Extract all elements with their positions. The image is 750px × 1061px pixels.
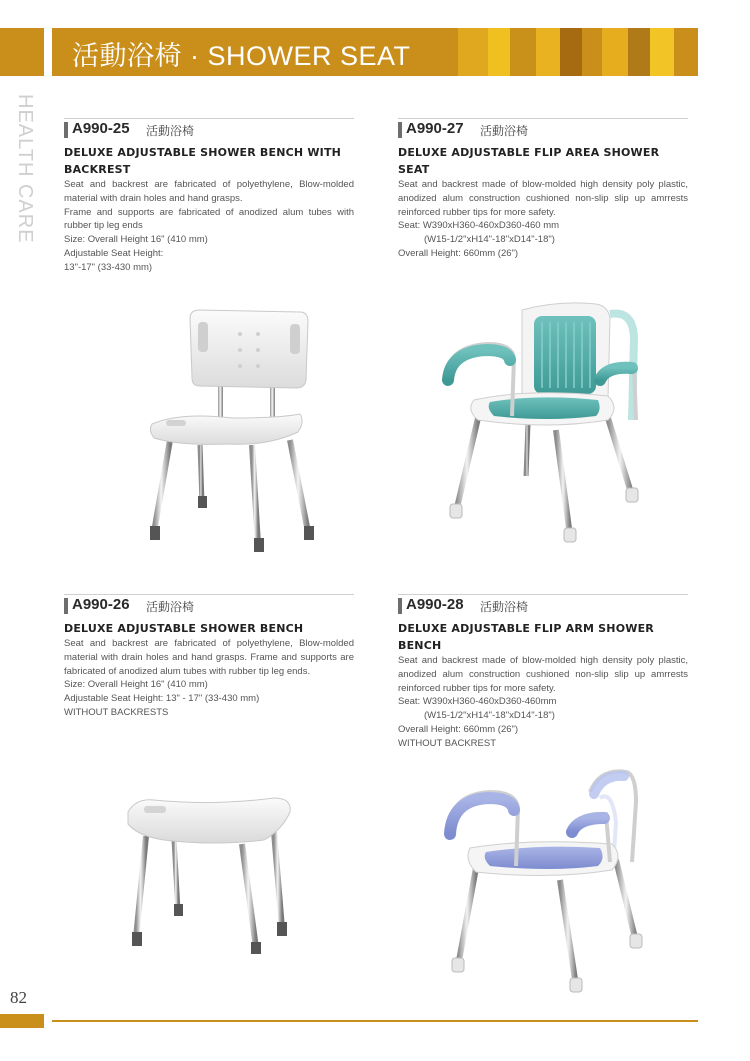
section-marker <box>64 122 68 138</box>
footer-line <box>52 1020 698 1022</box>
product-code: A990-26 <box>72 596 130 613</box>
side-label <box>12 94 38 264</box>
flip-arm-seat-teal-icon <box>438 300 660 548</box>
product-a990-26 <box>64 594 354 720</box>
product-code: A990-25 <box>72 120 130 137</box>
product-cn-name: 活動浴椅 <box>146 124 195 138</box>
desc-line: Overall Height: 660mm (26") <box>398 247 519 259</box>
desc-line: Adjustable Seat Height: <box>64 247 164 259</box>
stripe <box>536 28 560 76</box>
product-description <box>398 654 688 751</box>
section-marker <box>64 598 68 614</box>
product-header <box>398 594 688 614</box>
desc-line: Frame and supports are fabricated of anodized alum tubes with rubber tip leg ends <box>64 206 354 232</box>
desc-line: WITHOUT BACKREST <box>398 737 496 749</box>
product-cn-name: 活動浴椅 <box>480 124 529 138</box>
product-header <box>398 118 688 138</box>
product-cn-name: 活動浴椅 <box>146 600 195 614</box>
stripe <box>458 28 488 76</box>
page-title: 活動浴椅 · SHOWER SEAT <box>72 41 411 71</box>
desc-line: Adjustable Seat Height: 13" - 17" (33-430 mm) <box>64 693 260 705</box>
desc-line: Seat and backrest are fabricated of polyethylene, Blow-molded material with drain holes and hand grasps. <box>64 179 354 204</box>
section-marker <box>398 598 402 614</box>
footer-tab <box>0 1014 44 1028</box>
product-description <box>64 178 354 275</box>
desc-line: Seat and backrest made of blow-molded high density poly plastic, anodized alum construction cushioned non-slip slip up amrrests reinforced rubber tips for more safety. <box>398 655 688 694</box>
section-marker <box>398 122 402 138</box>
stripe <box>628 28 650 76</box>
desc-line: (W15-1/2"xH14"-18"xD14"-18") <box>424 234 555 246</box>
header-color-stripes <box>458 28 698 76</box>
product-header <box>64 594 354 614</box>
desc-line: Seat: W390xH360-460xD360-460mm <box>398 696 557 708</box>
product-name: DELUXE ADJUSTABLE FLIP AREA SHOWER SEAT <box>398 146 660 176</box>
page-number: 82 <box>10 988 27 1007</box>
desc-line: (W15-1/2"xH14"-18"xD14"-18") <box>424 710 555 722</box>
stripe <box>560 28 582 76</box>
desc-line: 13"-17" (33-430 mm) <box>64 261 153 273</box>
product-name: DELUXE ADJUSTABLE SHOWER BENCH <box>64 622 304 635</box>
flip-arm-bench-blue-icon <box>440 762 660 998</box>
desc-line: Overall Height: 660mm (26") <box>398 723 519 735</box>
product-a990-28 <box>398 594 688 751</box>
side-label-text: HEALTH CARE <box>14 94 36 244</box>
product-cn-name: 活動浴椅 <box>480 600 529 614</box>
product-code: A990-28 <box>406 596 464 613</box>
desc-line: Size: Overall Height 16" (410 mm) <box>64 679 208 691</box>
product-name: DELUXE ADJUSTABLE SHOWER BENCH WITH BACKREST <box>64 146 342 176</box>
chair-with-backrest-icon <box>140 300 320 552</box>
stripe <box>674 28 698 76</box>
desc-line: Size: Overall Height 16" (410 mm) <box>64 234 208 246</box>
product-description <box>398 178 688 261</box>
product-a990-25 <box>64 118 354 275</box>
desc-line: Seat and backrest made of blow-molded high density poly plastic, anodized alum construction cushioned non-slip slip up amrrests reinforced rubber tips for more safety. <box>398 179 688 218</box>
stripe <box>650 28 674 76</box>
desc-line: WITHOUT BACKRESTS <box>64 706 169 718</box>
header-left-tab <box>0 28 44 76</box>
desc-line: Seat and backrest are fabricated of polyethylene, Blow-molded material with drain holes and hand grasps. Frame and supports are fabricated of anodized alum tubes with rubber tip leg ends. <box>64 638 354 677</box>
product-description <box>64 637 354 720</box>
page-header <box>0 28 750 76</box>
desc-line: Seat: W390xH360-460xD360-460 mm <box>398 220 560 232</box>
stripe <box>510 28 536 76</box>
bench-no-backrest-icon <box>124 790 294 956</box>
stripe <box>602 28 628 76</box>
product-header <box>64 118 354 138</box>
stripe <box>488 28 510 76</box>
product-a990-27 <box>398 118 688 261</box>
product-name: DELUXE ADJUSTABLE FLIP ARM SHOWER BENCH <box>398 622 654 652</box>
stripe <box>582 28 602 76</box>
product-code: A990-27 <box>406 120 464 137</box>
